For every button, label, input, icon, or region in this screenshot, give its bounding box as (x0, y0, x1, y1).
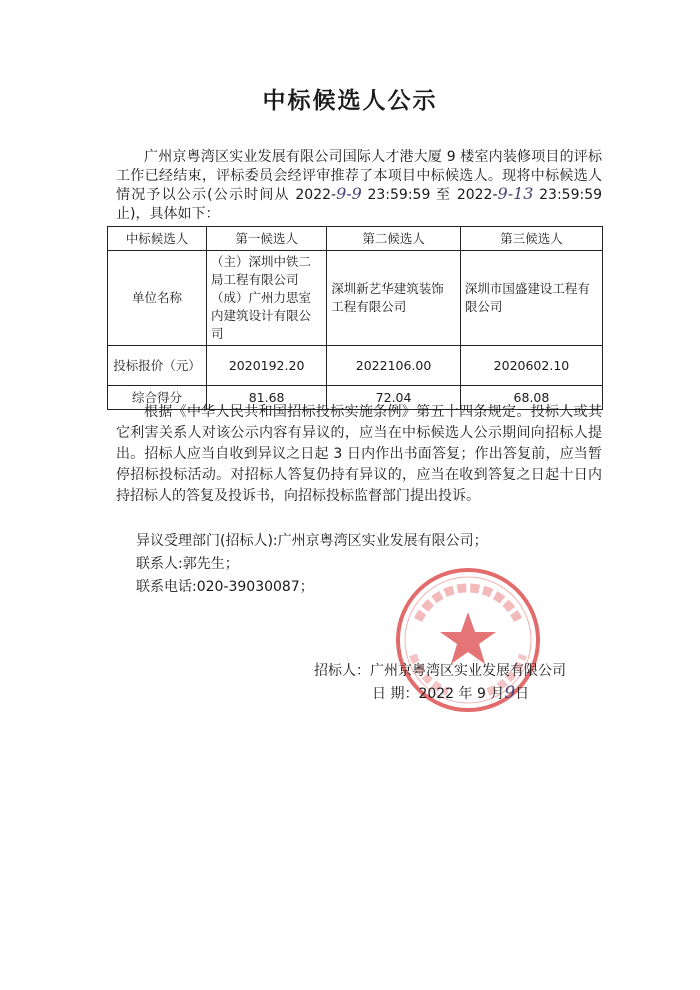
intro-text-middle: 23:59:59 至 2022- (361, 187, 498, 203)
header-cell: 第一候选人 (207, 227, 327, 251)
page-title: 中标候选人公示 (262, 88, 438, 114)
table-cell: 68.08 (460, 386, 602, 410)
contact-person: 联系人:郭先生； (136, 556, 239, 572)
date-day-handwritten: 9 (504, 683, 516, 703)
header-cell: 第三候选人 (460, 227, 602, 251)
table-cell: （主）深圳中铁二局工程有限公司（成）广州力思室内建筑设计有限公司 (207, 251, 327, 346)
date-prefix: 日 期：2022 年 9 月 (372, 686, 505, 702)
table-cell: 2022106.00 (327, 346, 461, 386)
intro-text: 广州京粤湾区实业发展有限公司国际人才港大厦 9 楼室内装修项目的评标工作已经结束，评标委员会经评审推荐了本项目中标候选人。现将中标候选人情况予以公示(公示时间从 2022- (116, 149, 602, 203)
signature-date (372, 683, 529, 703)
objection-department: 异议受理部门(招标人):广州京粤湾区实业发展有限公司； (136, 533, 488, 549)
table-cell: 2020602.10 (460, 346, 602, 386)
candidates-table (107, 226, 603, 410)
tenderer-signature: 招标人：广州京粤湾区实业发展有限公司 (314, 663, 566, 679)
table-cell: 72.04 (327, 386, 461, 410)
table-cell: 深圳新艺华建筑装饰工程有限公司 (327, 251, 461, 346)
intro-text-end: 23:59:59 止)，具体如下： (116, 187, 603, 222)
row-label: 投标报价（元） (108, 346, 207, 386)
objection-notice: 根据《中华人民共和国招标投标实施条例》第五十四条规定。投标人或其它利害关系人对该公示内容有异议的，应当在中标候选人公示期间向招标人提出。招标人应当自收到异议之日起 3 日内作出书面答复；作出答复前，应当暂停招标投标活动。对招标人答复仍持有异议的，应当在收到答复之日起十日内持招标人的答复及投诉书，向招标投标监督部门提出投诉。 (116, 404, 602, 504)
row-label: 单位名称 (108, 251, 207, 346)
table-header-row (108, 227, 603, 251)
header-cell: 第二候选人 (327, 227, 461, 251)
contact-phone: 联系电话:020-39030087； (136, 579, 314, 595)
table-cell: 深圳市国盛建设工程有限公司 (460, 251, 602, 346)
start-date-handwritten: 9-9 (336, 184, 362, 203)
header-cell: 中标候选人 (108, 227, 207, 251)
row-label: 综合得分 (108, 386, 207, 410)
intro-paragraph (116, 148, 602, 223)
table-cell: 81.68 (207, 386, 327, 410)
date-suffix: 日 (515, 686, 530, 702)
table-cell: 2020192.20 (207, 346, 327, 386)
table-row (108, 346, 603, 386)
table-row (108, 251, 603, 346)
end-date-handwritten: 9-13 (497, 184, 534, 203)
